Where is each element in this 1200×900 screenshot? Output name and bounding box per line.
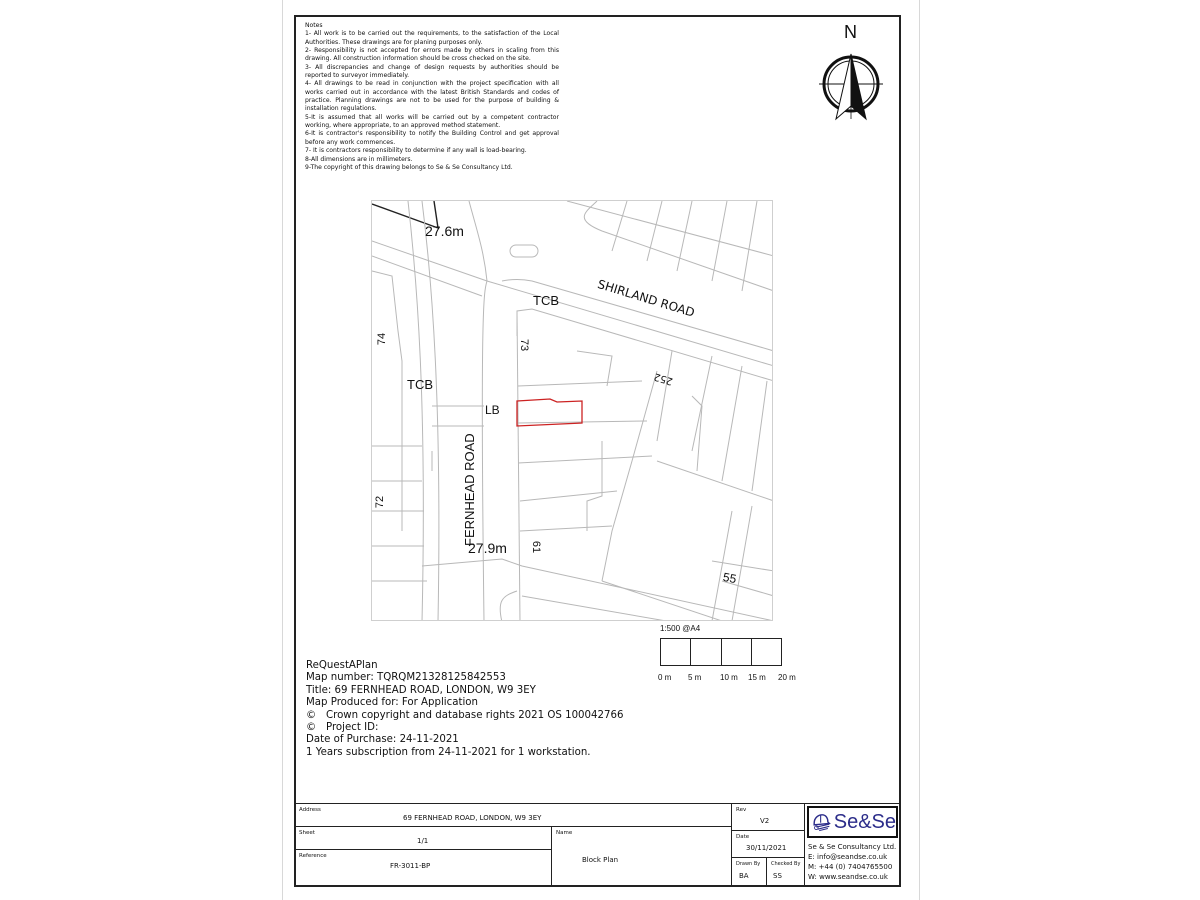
checked-by-value: SS <box>773 872 782 880</box>
map-info <box>306 660 623 759</box>
note-item: 2- Responsibility is not accepted for errors made by others in scaling from this drawing. All construction information should be cross checked on the site. <box>305 47 559 63</box>
map-label-tcb: TCB <box>533 293 559 308</box>
reference-value: FR-3011-BP <box>390 862 431 870</box>
map-label-74: 74 <box>376 332 389 346</box>
logo-text: Se&Se <box>833 810 896 833</box>
address-cell: Address 69 FERNHEAD ROAD, LONDON, W9 3EY <box>294 803 732 827</box>
scale-tick: 15 m <box>748 673 766 682</box>
note-item: 8-All dimensions are in millimeters. <box>305 155 413 163</box>
map-title: Title: 69 FERNHEAD ROAD, LONDON, W9 3EY <box>306 684 536 696</box>
name-cell: Name Block Plan <box>551 826 732 887</box>
company-cell <box>804 803 901 887</box>
scale-tick: 5 m <box>688 673 702 682</box>
block-plan-map <box>371 200 773 621</box>
name-value: Block Plan <box>582 856 619 864</box>
hard-hat-icon <box>812 809 831 835</box>
company-web[interactable]: W: www.seandse.co.uk <box>808 873 888 881</box>
map-produced-for: Map Produced for: For Application <box>306 697 478 709</box>
map-label-55: 55 <box>721 569 738 587</box>
scale-tick: 0 m <box>658 673 672 682</box>
subscription: 1 Years subscription from 24-11-2021 for 1 workstation. <box>306 746 591 758</box>
rev-value: V2 <box>760 817 770 825</box>
note-item: 4- All drawings to be read in conjunction with the project specification with all works carried out in accordance with the latest British Standards and codes of practice. Planning drawings are not to be used for the purpose of building & installation regulations. <box>305 80 559 113</box>
copyright-icon: © <box>306 709 317 721</box>
note-item: 9-The copyright of this drawing belongs to Se & Se Consultancy Ltd. <box>305 163 513 171</box>
note-item: 3- All discrepancies and change of design requests by authorities should be reported to surveyor immediately. <box>305 63 559 80</box>
note-item: 5-It is assumed that all works will be carried out by a competent contractor working, where appropriate, to an approved method statement. <box>305 113 559 130</box>
map-label-61: 61 <box>530 540 543 554</box>
notes-block <box>305 22 559 172</box>
spot-height-bottom: 27.9m <box>468 540 507 556</box>
address-value: 69 FERNHEAD ROAD, LONDON, W9 3EY <box>403 814 542 822</box>
checked-by-cell: Checked By SS <box>766 857 805 887</box>
note-item: 7- It is contractors responsibility to determine if any wall is load-bearing. <box>305 147 527 155</box>
map-label-73: 73 <box>518 338 531 352</box>
map-label-lb: LB <box>485 403 500 417</box>
note-item: 6-It is contractor's responsibility to notify the Building Control and get approval before any work commences. <box>305 130 559 146</box>
map-label-252: 252 <box>652 370 675 387</box>
reference-cell: Reference FR-3011-BP <box>294 849 552 887</box>
drawn-by-cell: Drawn By BA <box>731 857 767 887</box>
rev-cell: Rev V2 <box>731 803 805 831</box>
copyright-icon: © <box>306 722 317 734</box>
note-item: 1- All work is to be carried out the requirements, to the satisfaction of the Local Authorities. These drawings are for planing purposes only. <box>305 30 559 46</box>
spot-height-top: 27.6m <box>425 223 464 239</box>
map-linework <box>372 201 773 621</box>
date-of-purchase: Date of Purchase: 24-11-2021 <box>306 734 459 746</box>
map-provider: ReQuestAPlan <box>306 660 378 671</box>
sheet-value: 1/1 <box>417 837 429 845</box>
notes-heading: Notes <box>305 22 323 29</box>
map-number: Map number: TQRQM21328125842553 <box>306 672 506 684</box>
scale-tick: 10 m <box>720 673 738 682</box>
drawn-by-value: BA <box>739 872 749 880</box>
north-arrow-icon <box>816 44 886 124</box>
north-label: N <box>844 22 857 42</box>
north-arrow <box>816 22 886 122</box>
date-value: 30/11/2021 <box>746 844 787 852</box>
company-phone: M: +44 (0) 7404765500 <box>808 863 893 871</box>
map-label-tcb-left: TCB <box>407 377 433 392</box>
scale-tick: 20 m <box>778 673 796 682</box>
road-label-fernhead: FERNHEAD ROAD <box>462 433 477 546</box>
date-cell: Date 30/11/2021 <box>731 830 805 858</box>
company-name: Se & Se Consultancy Ltd. <box>808 843 897 851</box>
map-label-72: 72 <box>374 495 387 509</box>
title-block <box>294 803 901 887</box>
project-id: Project ID: <box>326 722 379 734</box>
sheet-cell: Sheet 1/1 <box>294 826 552 850</box>
road-label-shirland: SHIRLAND ROAD <box>595 277 697 320</box>
scale-title: 1:500 @A4 <box>660 624 701 633</box>
copyright-text: Crown copyright and database rights 2021 OS 100042766 <box>326 709 624 721</box>
scale-bar <box>658 624 808 684</box>
company-logo <box>807 806 898 838</box>
scale-segments <box>660 638 782 666</box>
company-email[interactable]: E: info@seandse.co.uk <box>808 853 888 861</box>
